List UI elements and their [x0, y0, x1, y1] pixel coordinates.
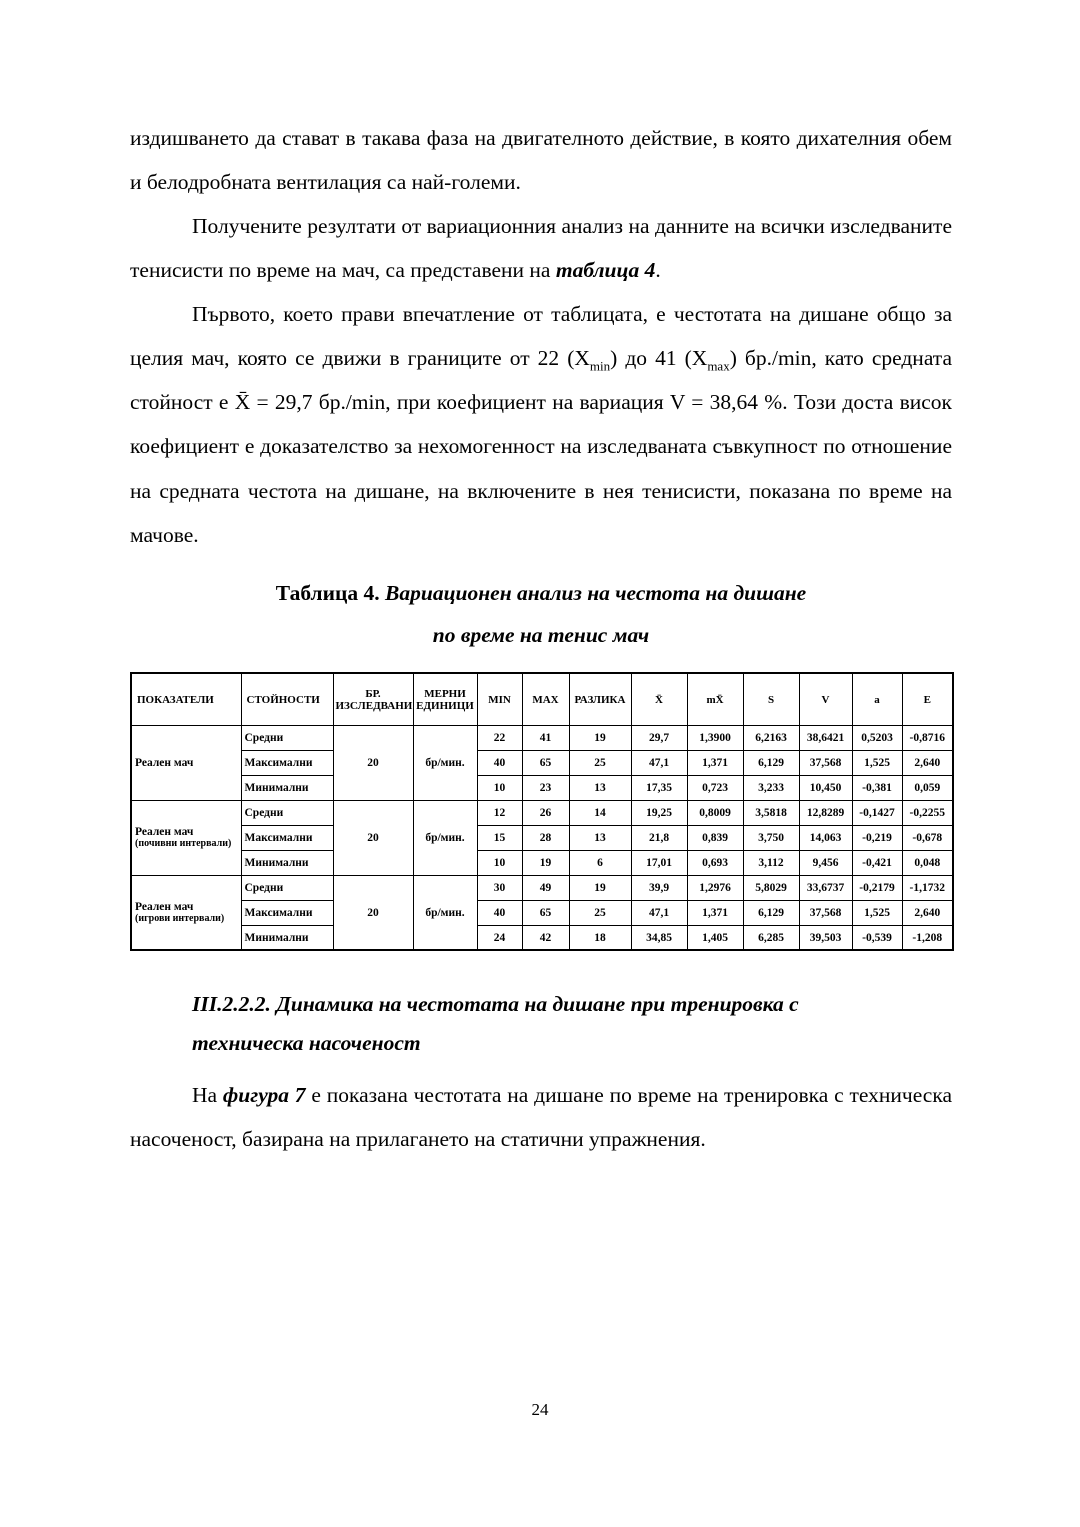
value-cell: 1,405	[687, 925, 743, 950]
value-cell: 49	[522, 875, 569, 900]
value-cell: 65	[522, 750, 569, 775]
value-cell: 0,059	[902, 775, 953, 800]
value-cell: 0,693	[687, 850, 743, 875]
value-cell: 6,129	[743, 900, 799, 925]
section-heading	[192, 985, 952, 1062]
table-row	[131, 725, 953, 750]
paragraph-analysis-f2: ) до 41 (X	[610, 346, 708, 371]
value-cell: -0,1427	[852, 800, 902, 825]
value-cell: 30	[477, 875, 522, 900]
col-header-xbar: X̄	[631, 673, 687, 725]
col-header-range: РАЗЛИКА	[569, 673, 631, 725]
value-cell: 12	[477, 800, 522, 825]
value-cell: 1,525	[852, 900, 902, 925]
value-cell: 23	[522, 775, 569, 800]
col-header-max: MAX	[522, 673, 569, 725]
stat-label: Минимални	[241, 925, 333, 950]
col-header-s: S	[743, 673, 799, 725]
value-cell: 12,8289	[799, 800, 852, 825]
table-4-reference: таблица 4	[555, 258, 656, 283]
value-cell: 40	[477, 900, 522, 925]
table-header-row	[131, 673, 953, 725]
unit-cell: бр/мин.	[413, 800, 477, 875]
paragraph-figure7-post: е показана честотата на дишане по време на тренировка с техническа насоченост, базирана на прилагането на статични упражнения.	[130, 1082, 952, 1151]
table-row	[131, 925, 953, 950]
group-name: Реален мач	[135, 756, 194, 769]
paragraph-breathing	[130, 116, 952, 204]
value-cell: 2,640	[902, 900, 953, 925]
value-cell: 6,285	[743, 925, 799, 950]
value-cell: 19,25	[631, 800, 687, 825]
paragraph-analysis-f3: ) бр./min, като средната стойност е X̄ = 29,7 бр./min, при коефициент на вариация V = 38,64 %. Този доста висок коефициент е доказателство за нехомогенност на изследваната съвкупност по отношение на средната честота на дишане, на включените в нея тенисисти, показана по време на мачове.	[130, 346, 952, 547]
value-cell: 41	[522, 725, 569, 750]
value-cell: 3,112	[743, 850, 799, 875]
count-cell: 20	[333, 725, 413, 800]
value-cell: 26	[522, 800, 569, 825]
value-cell: 1,371	[687, 900, 743, 925]
value-cell: 9,456	[799, 850, 852, 875]
value-cell: 14	[569, 800, 631, 825]
value-cell: 38,6421	[799, 725, 852, 750]
variation-analysis-table	[130, 672, 954, 951]
value-cell: 6,2163	[743, 725, 799, 750]
value-cell: 15	[477, 825, 522, 850]
value-cell: 25	[569, 750, 631, 775]
value-cell: 33,6737	[799, 875, 852, 900]
group-label	[131, 725, 241, 800]
value-cell: 6,129	[743, 750, 799, 775]
col-header-e: E	[902, 673, 953, 725]
value-cell: -0,219	[852, 825, 902, 850]
value-cell: 29,7	[631, 725, 687, 750]
col-header-values: СТОЙНОСТИ	[241, 673, 333, 725]
value-cell: 37,568	[799, 750, 852, 775]
paragraph-results-text: Получените резултати от вариационния анализ на данните на всички изследваните тенисисти по време на мач, са представени на	[130, 214, 952, 283]
table-row	[131, 850, 953, 875]
section-heading-line2: техническа насоченост	[192, 1031, 421, 1056]
group-name: Реален мач	[135, 826, 194, 839]
value-cell: -0,421	[852, 850, 902, 875]
table-caption-label: Таблица 4.	[275, 580, 386, 605]
value-cell: 17,01	[631, 850, 687, 875]
value-cell: 47,1	[631, 900, 687, 925]
paragraph-figure7	[130, 1073, 952, 1161]
group-label	[131, 875, 241, 950]
value-cell: 22	[477, 725, 522, 750]
value-cell: 25	[569, 900, 631, 925]
value-cell: 37,568	[799, 900, 852, 925]
value-cell: 3,750	[743, 825, 799, 850]
value-cell: 1,525	[852, 750, 902, 775]
value-cell: 1,371	[687, 750, 743, 775]
value-cell: 10,450	[799, 775, 852, 800]
value-cell: -0,2255	[902, 800, 953, 825]
value-cell: 39,503	[799, 925, 852, 950]
value-cell: 0,8009	[687, 800, 743, 825]
paragraph-results	[130, 204, 952, 292]
value-cell: 10	[477, 850, 522, 875]
value-cell: -0,539	[852, 925, 902, 950]
paragraph-analysis-f1: Първото, което прави впечатление от таблицата, е честотата на дишане общо за целия мач, която се движи в границите от 22 (X	[130, 302, 952, 371]
col-header-a: a	[852, 673, 902, 725]
table-row	[131, 800, 953, 825]
unit-cell: бр/мин.	[413, 875, 477, 950]
paragraph-breathing-text: издишването да стават в такава фаза на двигателното действие, в която дихателния обем и белодробната вентилация са най-големи.	[130, 126, 952, 195]
count-cell: 20	[333, 875, 413, 950]
value-cell: -0,2179	[852, 875, 902, 900]
table-caption	[130, 573, 952, 657]
value-cell: 19	[569, 875, 631, 900]
value-cell: 5,8029	[743, 875, 799, 900]
page-number: 24	[531, 1400, 549, 1419]
col-header-v: V	[799, 673, 852, 725]
value-cell: -1,1732	[902, 875, 953, 900]
value-cell: 0,723	[687, 775, 743, 800]
value-cell: 1,3900	[687, 725, 743, 750]
stat-label: Минимални	[241, 850, 333, 875]
value-cell: 40	[477, 750, 522, 775]
stat-label: Средни	[241, 800, 333, 825]
value-cell: 24	[477, 925, 522, 950]
group-sub: (почивни интервали)	[135, 838, 232, 850]
group-name: Реален мач	[135, 901, 194, 914]
x-min-subscript: min	[589, 358, 611, 374]
table-row	[131, 900, 953, 925]
value-cell: 13	[569, 825, 631, 850]
stat-label: Максимални	[241, 825, 333, 850]
value-cell: 0,5203	[852, 725, 902, 750]
stat-label: Максимални	[241, 900, 333, 925]
stat-label: Средни	[241, 725, 333, 750]
unit-cell: бр/мин.	[413, 725, 477, 800]
table-caption-title-line2: по време на тенис мач	[432, 622, 650, 647]
value-cell: 42	[522, 925, 569, 950]
value-cell: 0,839	[687, 825, 743, 850]
value-cell: 2,640	[902, 750, 953, 775]
value-cell: 3,5818	[743, 800, 799, 825]
section-heading-line1: III.2.2.2. Динамика на честотата на дишане при тренировка с	[192, 992, 799, 1017]
value-cell: 19	[522, 850, 569, 875]
table-row	[131, 775, 953, 800]
table-row	[131, 875, 953, 900]
figure-7-reference: фигура 7	[222, 1082, 306, 1107]
value-cell: -0,381	[852, 775, 902, 800]
col-header-mxbar: mX̄	[687, 673, 743, 725]
paragraph-figure7-pre: На	[192, 1082, 223, 1107]
value-cell: -0,678	[902, 825, 953, 850]
stat-label: Максимални	[241, 750, 333, 775]
value-cell: 34,85	[631, 925, 687, 950]
col-header-indicators: ПОКАЗАТЕЛИ	[131, 673, 241, 725]
value-cell: 10	[477, 775, 522, 800]
value-cell: 21,8	[631, 825, 687, 850]
value-cell: 17,35	[631, 775, 687, 800]
value-cell: 19	[569, 725, 631, 750]
value-cell: 1,2976	[687, 875, 743, 900]
group-sub: (игрови интервали)	[135, 913, 225, 925]
group-label	[131, 800, 241, 875]
col-header-min: MIN	[477, 673, 522, 725]
value-cell: 6	[569, 850, 631, 875]
stat-label: Минимални	[241, 775, 333, 800]
col-header-units: МЕРНИ ЕДИНИЦИ	[413, 673, 477, 725]
value-cell: 3,233	[743, 775, 799, 800]
value-cell: -0,8716	[902, 725, 953, 750]
table-row	[131, 750, 953, 775]
value-cell: 0,048	[902, 850, 953, 875]
value-cell: 13	[569, 775, 631, 800]
value-cell: 18	[569, 925, 631, 950]
value-cell: -1,208	[902, 925, 953, 950]
value-cell: 28	[522, 825, 569, 850]
value-cell: 14,063	[799, 825, 852, 850]
page-content	[130, 116, 952, 1161]
paragraph-analysis	[130, 292, 952, 556]
table-row	[131, 825, 953, 850]
paragraph-results-period: .	[655, 258, 661, 283]
col-header-count: БР. ИЗСЛЕДВАНИ	[333, 673, 413, 725]
table-caption-title-line1: Вариационен анализ на честота на дишане	[385, 580, 807, 605]
value-cell: 39,9	[631, 875, 687, 900]
value-cell: 47,1	[631, 750, 687, 775]
value-cell: 65	[522, 900, 569, 925]
stat-label: Средни	[241, 875, 333, 900]
count-cell: 20	[333, 800, 413, 875]
x-max-subscript: max	[707, 358, 730, 374]
